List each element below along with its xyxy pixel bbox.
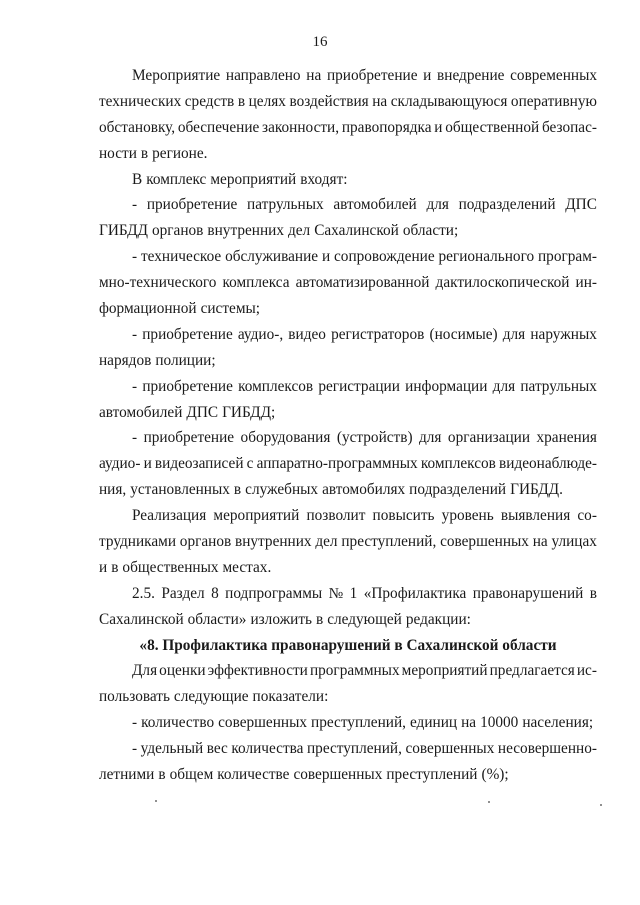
text-line [99,374,597,400]
text-line [99,555,597,581]
word: современных [510,67,597,84]
word: мно-технического [99,274,217,292]
word: - [132,248,138,266]
word: для [426,196,449,214]
text-line [99,658,597,684]
word: следующей [327,610,402,628]
word: органов [151,222,204,240]
text-line [99,529,597,555]
word: програм- [538,248,597,266]
word: ния, [99,481,127,499]
word: органов [179,533,232,551]
word: организации [447,429,531,447]
word: ин- [575,274,597,292]
word: (носимые) [429,325,498,343]
word: предлагается [489,662,575,680]
word: дактилоскопической [435,274,570,292]
word: сопровождение [334,248,435,266]
word: повысить [372,507,435,525]
text-line [99,477,597,503]
word: 1 [349,584,358,602]
word: количестве [217,766,290,784]
word: со- [577,507,597,525]
word: комплекс [146,170,207,188]
text-line [99,322,597,348]
word: В [132,170,143,188]
word: количества [231,740,304,758]
word: внутренних [207,222,284,240]
word: - [132,196,138,214]
word: оперативную [510,92,597,110]
text-line [99,296,597,322]
word: внутренних [235,533,312,551]
word: преступлений, [341,533,437,551]
word: автомобилях [322,481,406,499]
word: дел [315,533,338,551]
word: в [589,584,597,602]
text-line [99,607,597,633]
word: комплексов [238,377,314,395]
scan-speck [155,800,157,802]
word: ДПС [565,196,597,214]
word: программных [309,662,400,680]
word: внедрение [437,67,505,84]
word: технических [99,92,182,110]
word: автомобилей [333,196,417,214]
word: видеонаблюде- [499,455,597,473]
word: приобретение [142,377,233,395]
word: редакции: [405,610,471,628]
word: для [502,325,526,343]
word: обстановку, [99,118,176,136]
word: средств [184,92,235,110]
text-line [99,736,597,762]
word: видеозаписей [154,455,244,473]
word: в [158,766,166,784]
word: трудниками [99,533,177,551]
word: вес [206,740,228,758]
word: летними [99,766,155,784]
text-line [99,425,597,451]
word: регионе. [152,144,208,162]
word: системы; [200,300,261,318]
word: приобретение [142,325,233,343]
word: на [532,533,548,551]
word: в [140,144,149,162]
word: населения; [522,714,594,732]
text-line [99,503,597,529]
word: подразделений [409,481,507,499]
word: области» [187,610,247,628]
word: дел [287,222,311,240]
word: удельный [140,740,204,758]
word: и [423,67,432,84]
word: формационной [99,300,197,318]
word: приобретение [146,196,238,214]
word: несовершенно- [497,740,597,758]
word: - [132,740,138,758]
word: воздействия [289,92,369,110]
word: Реализация [132,507,207,525]
word: мероприятий [213,507,300,525]
word: «Профилактика [363,584,467,602]
word: Сахалинской [314,222,399,240]
word: на [306,67,322,84]
word: комплекса [222,274,290,292]
word: улицах [551,533,597,551]
word: эффективности [207,662,308,680]
word: регистрации [318,377,400,395]
word: регионального [438,248,535,266]
word: складывающуюся [390,92,508,110]
word: мероприятий [210,170,297,188]
word: оценки [159,662,206,680]
word: совершенных [293,766,383,784]
word: направлено [225,67,301,84]
word: аппаратно-программных [256,455,418,473]
word: в [316,610,324,628]
word: ГИБДД; [222,403,276,421]
word: № [328,584,344,602]
word: информации [405,377,488,395]
text-line [99,762,597,788]
text-line [99,684,597,710]
word: - [132,377,138,395]
word: нарядов [99,351,152,369]
word: для [492,377,516,395]
word: правопорядка [341,118,432,136]
text-line [99,270,597,296]
word: и [143,455,152,473]
text-line [99,167,597,193]
text-line [99,141,597,167]
word: ДПС [186,403,219,421]
word: - [132,325,138,343]
word: с [246,455,254,473]
section-heading [99,633,597,659]
word: на [372,92,388,110]
word: совершенных [440,533,529,551]
word: приобретение [326,67,418,84]
word: подразделений [458,196,556,214]
word: автомобилей [99,403,183,421]
word: пользовать [99,688,170,706]
word: ности [99,144,137,162]
word: хранения [536,429,597,447]
word: видео [288,325,326,343]
text-line [99,244,597,270]
scan-speck [488,801,490,803]
word: количество [141,714,215,732]
word: (устройств) [336,429,413,447]
word: автоматизированной [295,274,430,292]
word: регистраторов [331,325,425,343]
text-line [99,451,597,477]
text-line [99,218,597,244]
word: позволит [306,507,366,525]
word: на [461,714,477,732]
word: установленных [130,481,230,499]
word: оборудования [240,429,331,447]
document-body [99,63,597,788]
word: аудио- [99,455,141,473]
word: следующие [173,688,249,706]
word: ГИБДД [99,222,148,240]
word: единиц [409,714,458,732]
text-line [99,89,597,115]
word: преступлений [386,766,478,784]
word: в [237,92,246,110]
word: полиции; [155,351,216,369]
word: общем [169,766,214,784]
word: техническое [140,248,222,266]
text-line [99,710,597,736]
word: и [434,118,443,136]
word: уровень [441,507,494,525]
word: области; [402,222,459,240]
word: правонарушений [472,584,584,602]
word: общественных [122,558,219,576]
word: в [111,558,119,576]
word: показатели: [252,688,329,706]
word: 2.5. [132,584,155,602]
word: служебных [245,481,319,499]
word: Сахалинской [99,610,184,628]
word: местах. [222,558,272,576]
word: законности, [262,118,340,136]
word: обслуживание [225,248,319,266]
word: комплексов [420,455,496,473]
word: приобретение [143,429,235,447]
word: - [132,714,138,732]
word: совершенных [218,714,308,732]
word: 10000 [480,714,519,732]
word: ис- [576,662,597,680]
word: Раздел [161,584,205,602]
word: патрульных [520,377,597,395]
word: для [419,429,442,447]
word: совершенных [405,740,495,758]
section-heading-text: «8. Профилактика правонарушений в Сахалинской области [139,636,557,654]
text-line [99,115,597,141]
word: общественной [445,118,540,136]
scan-speck [600,804,602,806]
word: Мероприятие [132,67,221,84]
text-line [99,348,597,374]
word: обеспечение [177,118,260,136]
word: мероприятий [401,662,488,680]
text-line [99,581,597,607]
word: ГИБДД. [510,481,563,499]
word: (%); [481,766,509,784]
text-line [99,400,597,426]
word: патрульных [247,196,324,214]
word: входят: [300,170,348,188]
word: целях [248,92,286,110]
word: наружных [530,325,597,343]
word: Для [132,662,158,680]
word: выявления [500,507,571,525]
word: и [99,558,108,576]
text-line [99,192,597,218]
word: в [233,481,242,499]
word: изложить [250,610,312,628]
word: - [132,429,138,447]
word: преступлений, [307,740,402,758]
word: безопас- [541,118,597,136]
word: преступлений, [311,714,406,732]
word: подпрограммы [225,584,323,602]
word: и [321,248,331,266]
word: аудио-, [237,325,284,343]
text-line [99,63,597,89]
word: 8 [211,584,219,602]
page-number: 16 [312,34,328,50]
